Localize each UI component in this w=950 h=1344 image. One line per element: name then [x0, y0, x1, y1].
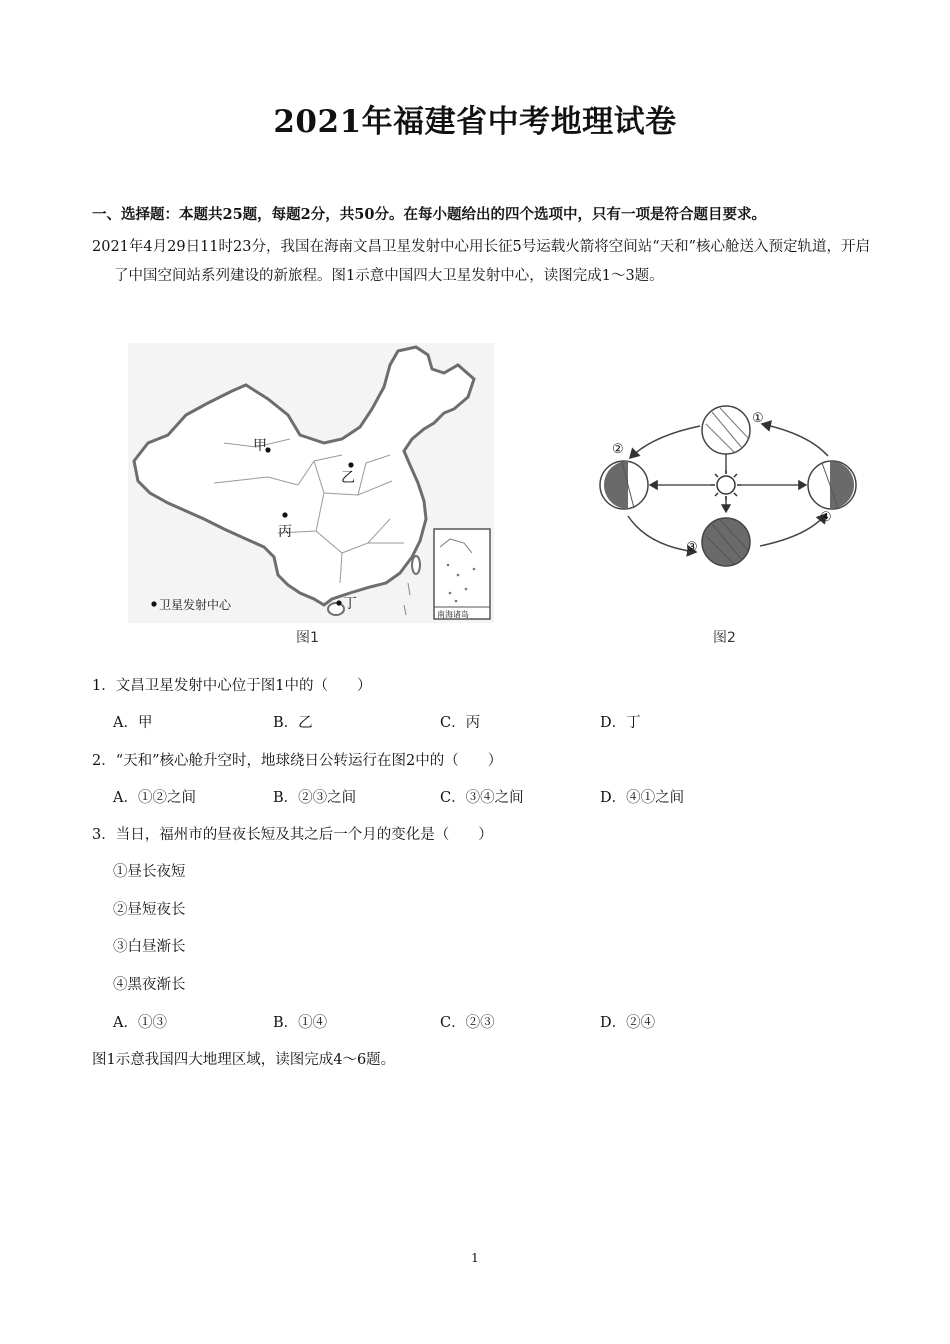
figure2-orbit: [592, 396, 864, 568]
marker-label-ding: 丁: [343, 596, 357, 612]
q1-option-b: B．乙: [273, 715, 313, 731]
position-4-label: ④: [820, 510, 832, 525]
question-1-stem: 1．文昌卫星发射中心位于图1中的（ ）: [92, 678, 372, 694]
q3-statement-1: ①昼长夜短: [113, 864, 186, 880]
q3-option-c: C．②③: [440, 1015, 495, 1031]
figure2-caption: 图2: [713, 630, 736, 646]
position-3-label: ③: [686, 540, 698, 555]
q2-option-a: A．①②之间: [113, 790, 196, 806]
page-title: 2021年福建省中考地理试卷: [273, 104, 677, 140]
page-number: 1: [471, 1251, 479, 1265]
orbit-diagram-graphic: [592, 396, 864, 568]
question-3-stem: 3．当日，福州市的昼夜长短及其之后一个月的变化是（ ）: [92, 827, 493, 843]
q1-option-a: A．甲: [113, 715, 153, 731]
section-heading: 一、选择题：本题共25题，每题2分，共50分。在每小题给出的四个选项中，只有一项是符合题目要求。: [92, 206, 766, 223]
marker-label-yi: 乙: [341, 470, 355, 486]
marker-label-jia: 甲: [253, 438, 267, 454]
q1-option-c: C．丙: [440, 715, 481, 731]
map-legend: 卫星发射中心: [159, 598, 232, 612]
figure1-caption: 图1: [296, 630, 319, 646]
q3-option-d: D．②④: [600, 1015, 656, 1031]
next-section-intro: 图1示意我国四大地理区域，读图完成4～6题。: [92, 1052, 396, 1068]
intro-text: 2021年4月29日11时23分，我国在海南文昌卫星发射中心用长征5号运载火箭将空间站“天和”核心舱送入预定轨道，开启了中国空间站系列建设的新旅程。图1示意中国四大卫星发射中心，读图完成1～3题。: [92, 239, 871, 284]
q2-option-c: C．③④之间: [440, 790, 524, 806]
figure1-map: [128, 343, 494, 623]
marker-label-bing: 丙: [278, 524, 292, 540]
position-2-label: ②: [612, 442, 624, 457]
q2-option-b: B．②③之间: [273, 790, 357, 806]
q1-option-d: D．丁: [600, 715, 641, 731]
intro-paragraph: [92, 233, 882, 291]
q3-option-b: B．①④: [273, 1015, 328, 1031]
q2-option-d: D．④①之间: [600, 790, 685, 806]
china-map-graphic: [128, 343, 494, 623]
q3-statement-2: ②昼短夜长: [113, 902, 186, 918]
inset-label: 南海诸岛: [437, 610, 469, 619]
q3-statement-3: ③白昼渐长: [113, 939, 186, 955]
position-1-label: ①: [752, 411, 764, 426]
q3-option-a: A．①③: [113, 1015, 167, 1031]
q3-statement-4: ④黑夜渐长: [113, 977, 186, 993]
question-2-stem: 2．“天和”核心舱升空时，地球绕日公转运行在图2中的（ ）: [92, 753, 503, 769]
